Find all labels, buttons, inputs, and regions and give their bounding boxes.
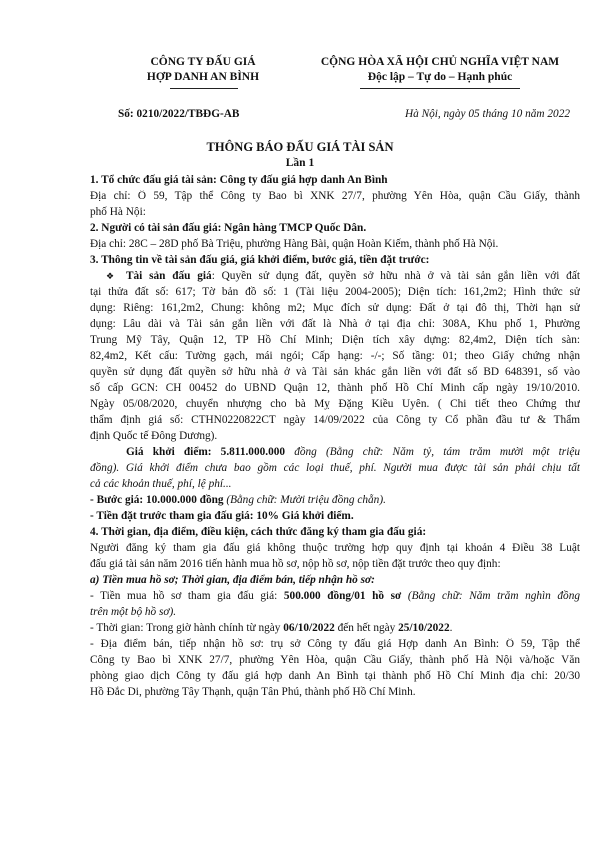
time-end: . (449, 622, 453, 634)
price-step-words: (Bằng chữ: Mười triệu đồng chẵn). (223, 494, 386, 506)
price-step (90, 494, 386, 507)
fee-words-cont: trên một bộ hồ sơ). (90, 606, 177, 618)
time-from: 06/10/2022 (283, 622, 335, 634)
start-price-label: Giá khởi điểm: 5.811.000.000 (126, 446, 286, 458)
asset-line: dụng: Riêng: 161,2m2, Chung: không m2; Mục đích sử dụng: Đất ở tại đô thị, Thời hạn sử (90, 302, 580, 314)
start-price-words: đồng (Bằng chữ: Năm tỷ, tám trăm mười một triệu (285, 446, 580, 458)
place-line: - Địa điểm bán, tiếp nhận hồ sơ: trụ sở Công ty đấu giá Hợp danh An Bình: Ô 59, Tập thể (90, 638, 580, 650)
place-line: Hồ Đắc Di, phường Tây Thạnh, quận Tân Phú, thành phố Hồ Chí Minh. (90, 686, 416, 698)
time-prefix: - Thời gian: Trong giờ hành chính từ ngày (90, 622, 284, 634)
org-name-line2: HỢP DANH AN BÌNH (146, 71, 260, 83)
section4-intro-line2: đấu giá tài sản năm 2016 tiến hành mua hồ sơ, nộp hồ sơ, nộp tiền đặt trước theo quy định: (90, 558, 501, 570)
section4-sub-a: a) Tiền mua hồ sơ; Thời gian, địa điểm bán, tiếp nhận hồ sơ: (90, 574, 375, 586)
price-step-label: - Bước giá: 10.000.000 đồng (90, 494, 224, 506)
asset-line: quyền sử dụng đất quyền sở hữu nhà ở và Tài sản khác gắn liền với đất số BD 648391, số vào (90, 366, 580, 378)
asset-bullet-icon: ❖ (106, 271, 115, 281)
org-underline (170, 88, 238, 89)
time-mid: đến hết ngày (334, 622, 399, 634)
section1-address-line2: phố Hà Nội: (90, 206, 146, 218)
section4-intro-line1: Người đăng ký tham gia đấu giá không thuộc trường hợp quy định tại khoản 4 Điều 38 Luật (90, 542, 580, 554)
section4-heading: 4. Thời gian, địa điểm, điều kiện, cách thức đăng ký tham gia đấu giá: (90, 526, 427, 538)
fee-prefix: - Tiền mua hồ sơ tham gia đấu giá: (90, 590, 284, 602)
asset-line: Trung Mỹ Tây, Quận 12, TP Hồ Chí Minh; Diện tích xây dựng: 82,4m2, Diện tích sàn: (90, 334, 580, 346)
motto-underline (360, 88, 520, 89)
asset-line: 82,4m2, Kết cấu: Tường gạch, mái ngói; Cấp hạng: -/-; Số tầng: 01; theo Giấy chứng nhận (90, 350, 580, 362)
asset-line: số cấp GCN: CH 00452 do UBND Quận 12, thành phố Hồ Chí Minh cấp ngày 19/10/2010. (90, 382, 580, 394)
time-to: 25/10/2022 (398, 622, 450, 634)
document-number: Số: 0210/2022/TBĐG-AB (118, 108, 240, 120)
start-price-line (126, 446, 580, 459)
fee-amount: 500.000 đồng/01 hồ sơ (283, 590, 402, 602)
asset-line: thẩm định giá số: CTHN0220822CT ngày 14/09/2022 của Công ty Cổ phần đầu tư & Thẩm (90, 414, 580, 426)
asset-line: định Quốc tế Đông Dương). (90, 430, 218, 442)
deposit: - Tiền đặt trước tham gia đấu giá: 10% Giá khởi điểm. (90, 510, 354, 522)
asset-line: tại thửa đất số: 617; Tờ bản đồ số: 1 (Tài liệu 2004-2005); Diện tích: 161,2m2; Hình thức sử (90, 286, 580, 298)
section2-heading: 2. Người có tài sản đấu giá: Ngân hàng TMCP Quốc Dân. (90, 222, 367, 234)
asset-label: Tài sản đấu giá (126, 270, 212, 282)
place-line: phòng giao dịch Công ty đấu giá hợp danh An Bình tại thành phố Hồ Chí Minh địa chỉ: 20/30 (90, 670, 580, 682)
time-line (90, 622, 452, 635)
asset-line: Ngày 05/08/2020, chuyển nhượng cho bà Mỵ Đặng Kiều Uyên. ( Chi tiết theo Chứng thư (90, 398, 580, 410)
section1-heading: 1. Tổ chức đấu giá tài sản: Công ty đấu giá hợp danh An Bình (90, 174, 388, 186)
document-subtitle: Lần 1 (285, 157, 315, 169)
fee-line (90, 590, 580, 603)
place-date: Hà Nội, ngày 05 tháng 10 năm 2022 (404, 108, 570, 120)
start-price-note: đồng). Giá khởi điểm chưa bao gồm các loại thuế, phí. Người mua được tài sản phải chịu tất (90, 462, 580, 474)
org-name-line1: CÔNG TY ĐẤU GIÁ (150, 56, 256, 68)
section2-address: Địa chỉ: 28C – 28D phố Bà Triệu, phường Hàng Bài, quận Hoàn Kiếm, thành phố Hà Nội. (90, 238, 499, 250)
place-line: Công ty Bao bì XNK 27/7, phường Yên Hòa, quận Cầu Giấy, thành phố Hà Nội và/hoặc Văn (90, 654, 580, 666)
asset-first-text: : Quyền sử dụng đất, quyền sở hữu nhà ở và tài sản gắn liền với đất (211, 270, 580, 282)
fee-words: (Bằng chữ: Năm trăm nghìn đồng (401, 590, 580, 602)
nation-line1: CỘNG HÒA XÃ HỘI CHỦ NGHĨA VIỆT NAM (320, 56, 560, 68)
document-title: THÔNG BÁO ĐẤU GIÁ TÀI SẢN (206, 140, 394, 154)
section1-address-line1: Địa chỉ: Ô 59, Tập thể Công ty Bao bì XNK 27/7, phường Yên Hòa, quận Cầu Giấy, thành (90, 190, 580, 202)
nation-line2: Độc lập – Tự do – Hạnh phúc (367, 71, 513, 83)
asset-line: dụng: Lâu dài và Tài sản gắn liền với đất là Nhà ở tại địa chỉ: 308A, Khu phố 1, Phường (90, 318, 580, 330)
section3-heading: 3. Thông tin về tài sản đấu giá, giá khởi điểm, bước giá, tiền đặt trước: (90, 254, 430, 266)
asset-first-line (126, 270, 580, 283)
start-price-note: cả các khoản thuế, phí, lệ phí... (90, 478, 232, 490)
